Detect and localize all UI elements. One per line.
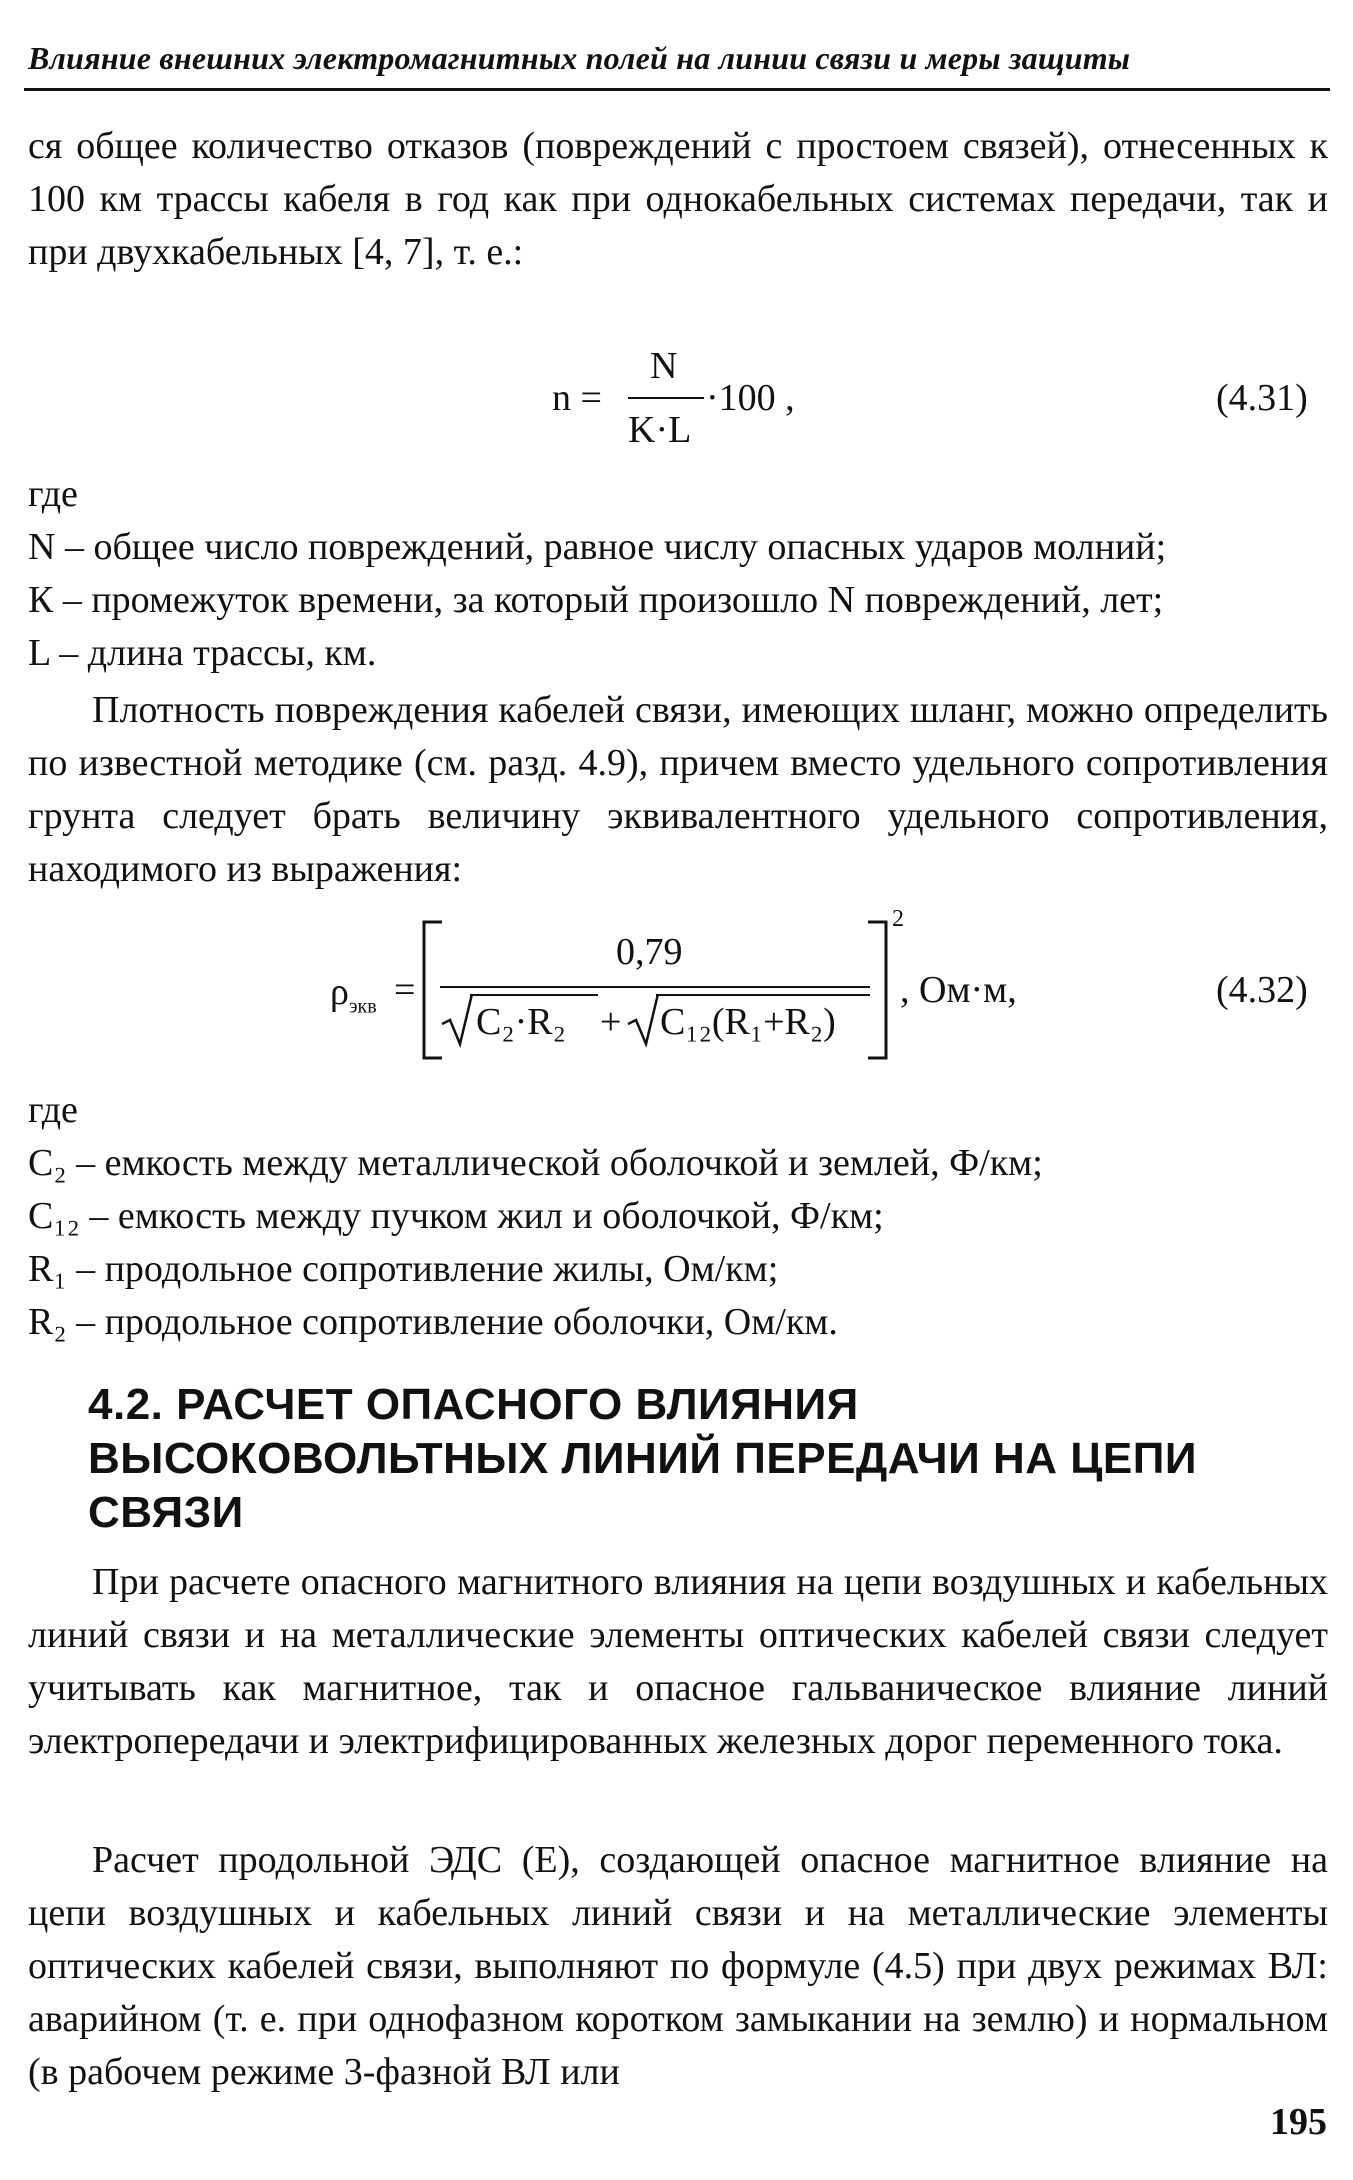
definition-item: L – длина трассы, км.	[28, 632, 377, 674]
sqrt-bar	[656, 994, 870, 996]
paragraph: Плотность повреждения кабелей связи, имеющих шланг, можно определить по известной методике (см. разд. 4.9), причем вместо удельного сопротивления грунта следует брать величину эквивалентного удельного сопротивления, находимого из выражения:	[28, 689, 1328, 890]
root-term: C₂·R₂	[476, 1001, 566, 1043]
equation-number: (4.31)	[1216, 377, 1308, 419]
paragraph: При расчете опасного магнитного влияния на цепи воздушных и кабельных линий связи и на металлические элементы оптических кабелей связи следует учитывать как магнитное, так и опасное гальваническое влияние линий электропередачи и электрифицированных железных дорог переменного тока.	[28, 1561, 1328, 1762]
formula-lhs: n =	[552, 377, 602, 419]
equation-number: (4.32)	[1216, 969, 1308, 1011]
paragraph: Расчет продольной ЭДС (Е), создающей опасное магнитное влияние на цепи воздушных и кабельных линий связи и на металлические элементы оптических кабелей связи, выполняют по формуле (4.5) при двух режимах ВЛ: аварийном (т. е. при однофазном коротком замыкании на землю) и нормальном (в рабочем режиме 3-фазной ВЛ или	[28, 1839, 1328, 2093]
section-heading: 4.2. РАСЧЕТ ОПАСНОГО ВЛИЯНИЯ ВЫСОКОВОЛЬТНЫХ ЛИНИЙ ПЕРЕДАЧИ НА ЦЕПИ СВЯЗИ	[88, 1380, 1197, 1537]
right-bracket	[862, 920, 892, 1060]
formula-numerator: 0,79	[616, 931, 683, 973]
intro-paragraph: ся общее количество отказов (повреждений с простоем связей), отнесенных к 100 км трассы кабеля в год как при однокабельных системах передачи, так и при двухкабельных [4, 7], т. е.:	[28, 125, 1328, 273]
running-header: Влияние внешних электромагнитных полей на линии связи и меры защиты	[28, 40, 1131, 76]
fraction-bar	[628, 397, 704, 399]
formula-unit: , Ом·м,	[900, 969, 1017, 1011]
where-label: где	[28, 473, 78, 515]
formula-plus: +	[600, 1001, 622, 1043]
where-label: где	[28, 1089, 78, 1131]
root-term: C₁₂(R₁+R₂)	[660, 1001, 836, 1043]
sqrt-bar	[470, 994, 598, 996]
formula-power: 2	[892, 906, 904, 932]
definition-item: N – общее число повреждений, равное числу опасных ударов молний;	[28, 526, 1167, 568]
definition-item: R₁ – продольное сопротивление жилы, Ом/км;	[28, 1248, 779, 1290]
definition-item: C₁₂ – емкость между пучком жил и оболочкой, Ф/км;	[28, 1195, 884, 1237]
formula-equals: =	[394, 969, 416, 1011]
page-number: 195	[1270, 2101, 1327, 2143]
formula-numerator: N	[650, 345, 678, 387]
header-rule	[24, 88, 1330, 91]
definition-item: R₂ – продольное сопротивление оболочки, Ом/км.	[28, 1301, 838, 1343]
sqrt-symbol	[626, 992, 660, 1048]
sqrt-symbol	[440, 992, 474, 1048]
formula-lhs: $\rho_{экв}$	[330, 971, 377, 1018]
formula-denominator: K·L	[628, 409, 692, 451]
formula-rhs: ·100 ,	[706, 377, 795, 419]
definition-item: К – промежуток времени, за который произошло N повреждений, лет;	[28, 579, 1164, 621]
fraction-bar	[440, 986, 870, 988]
definition-item: C₂ – емкость между металлической оболочкой и землей, Ф/км;	[28, 1142, 1043, 1184]
